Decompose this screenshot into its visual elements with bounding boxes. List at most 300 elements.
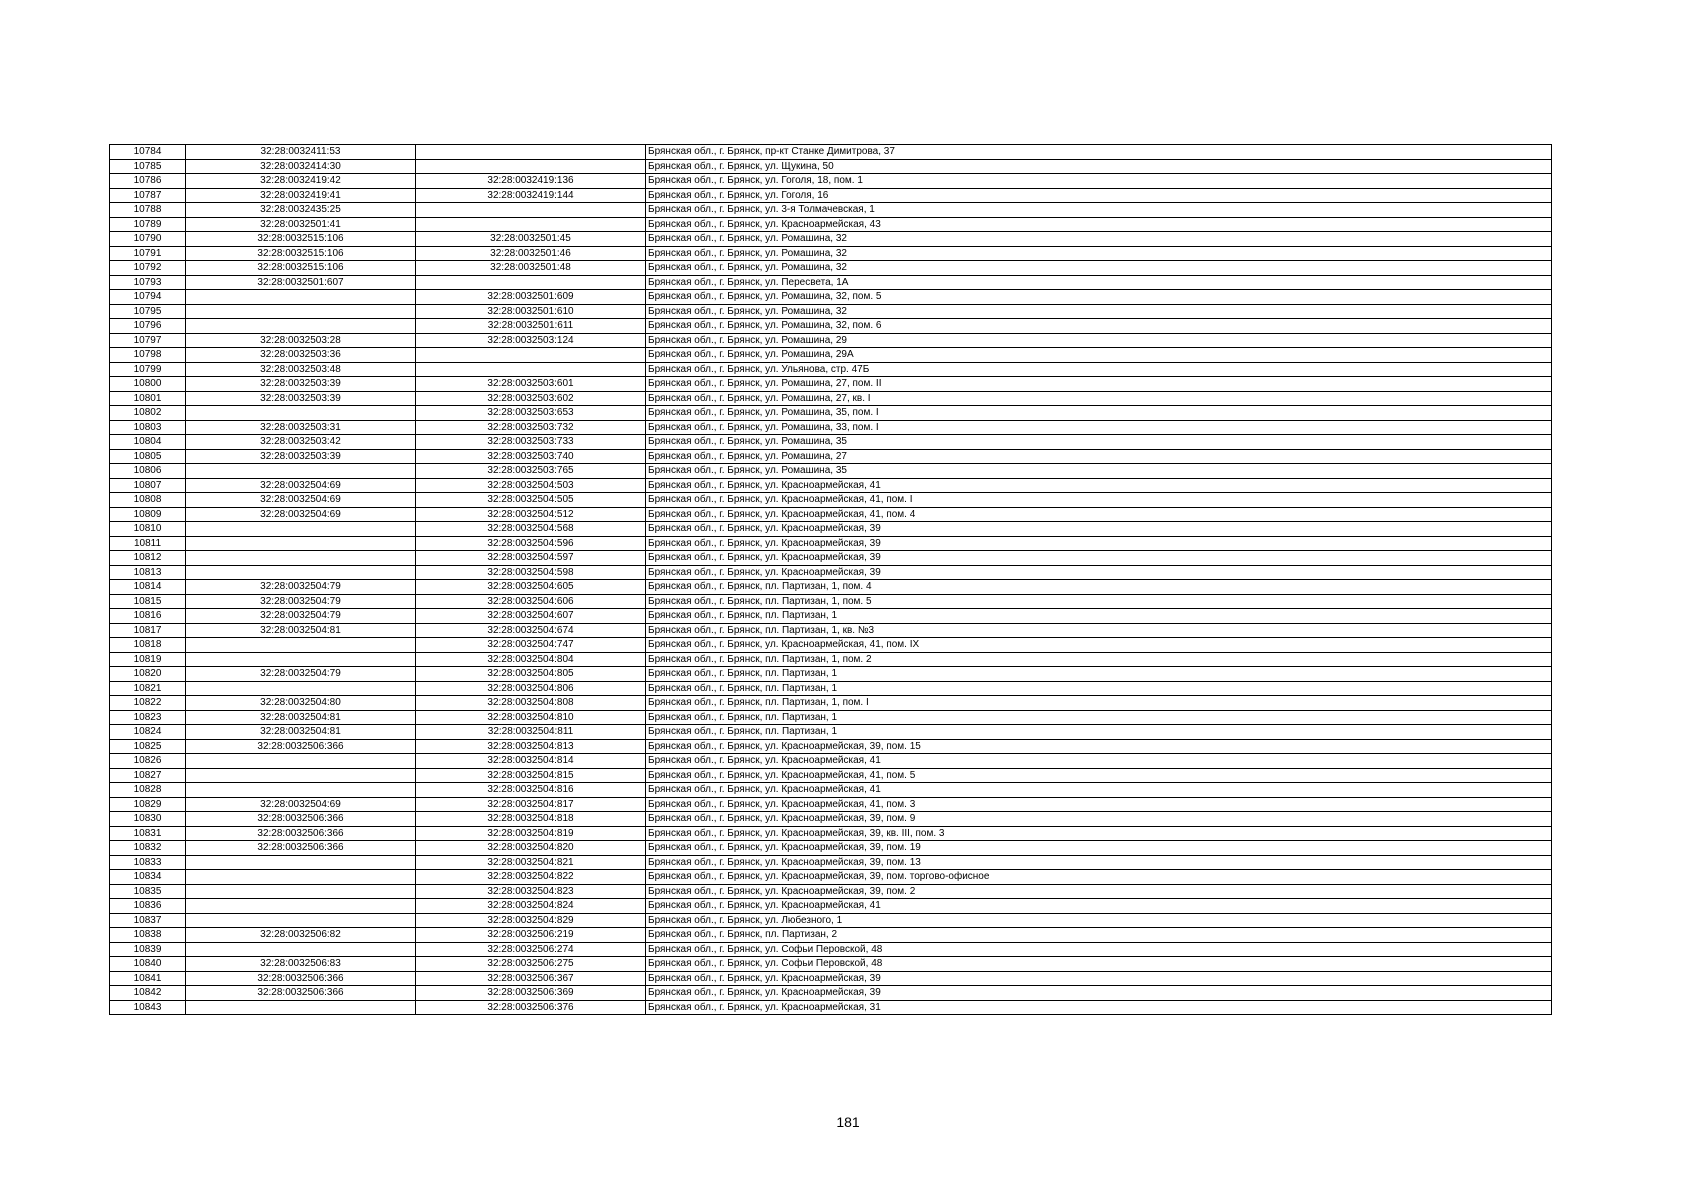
address-cell: Брянская обл., г. Брянск, пл. Партизан, 1 [646,710,1552,725]
building-cadastral-cell: 32:28:0032506:219 [416,928,646,943]
building-cadastral-cell: 32:28:0032503:124 [416,333,646,348]
record-number-cell: 10815 [110,594,186,609]
table-row [110,333,1552,348]
record-number-cell: 10802 [110,406,186,421]
table-row [110,290,1552,305]
record-number-cell: 10827 [110,768,186,783]
land-cadastral-cell: 32:28:0032414:30 [186,159,416,174]
record-number-cell: 10836 [110,899,186,914]
building-cadastral-cell: 32:28:0032504:810 [416,710,646,725]
building-cadastral-cell [416,159,646,174]
building-cadastral-cell: 32:28:0032506:367 [416,971,646,986]
table-row [110,507,1552,522]
address-cell: Брянская обл., г. Брянск, ул. Ромашина, 27, кв. I [646,391,1552,406]
address-cell: Брянская обл., г. Брянск, ул. Ромашина, 33, пом. I [646,420,1552,435]
building-cadastral-cell: 32:28:0032501:609 [416,290,646,305]
address-cell: Брянская обл., г. Брянск, ул. Ромашина, 29 [646,333,1552,348]
address-cell: Брянская обл., г. Брянск, ул. Ромашина, 32, пом. 6 [646,319,1552,334]
record-number-cell: 10833 [110,855,186,870]
building-cadastral-cell: 32:28:0032504:815 [416,768,646,783]
land-cadastral-cell: 32:28:0032419:41 [186,188,416,203]
land-cadastral-cell: 32:28:0032515:106 [186,261,416,276]
building-cadastral-cell: 32:28:0032506:369 [416,986,646,1001]
land-cadastral-cell: 32:28:0032506:83 [186,957,416,972]
building-cadastral-cell: 32:28:0032504:818 [416,812,646,827]
land-cadastral-cell: 32:28:0032504:81 [186,623,416,638]
record-number-cell: 10838 [110,928,186,943]
record-number-cell: 10814 [110,580,186,595]
land-cadastral-cell: 32:28:0032504:80 [186,696,416,711]
table-row [110,899,1552,914]
address-cell: Брянская обл., г. Брянск, ул. Ромашина, 35 [646,464,1552,479]
address-cell: Брянская обл., г. Брянск, пл. Партизан, 1, пом. 5 [646,594,1552,609]
table-row [110,319,1552,334]
address-cell: Брянская обл., г. Брянск, ул. Ромашина, 27, пом. II [646,377,1552,392]
address-cell: Брянская обл., г. Брянск, ул. Ромашина, 32, пом. 5 [646,290,1552,305]
building-cadastral-cell: 32:28:0032504:596 [416,536,646,551]
address-cell: Брянская обл., г. Брянск, ул. Красноармейская, 31 [646,1000,1552,1015]
building-cadastral-cell: 32:28:0032504:816 [416,783,646,798]
address-cell: Брянская обл., г. Брянск, ул. Ромашина, 32 [646,261,1552,276]
building-cadastral-cell [416,203,646,218]
address-cell: Брянская обл., г. Брянск, ул. Ромашина, 32 [646,232,1552,247]
table-row [110,884,1552,899]
address-cell: Брянская обл., г. Брянск, ул. Красноармейская, 39, пом. 2 [646,884,1552,899]
table-row [110,928,1552,943]
building-cadastral-cell: 32:28:0032504:505 [416,493,646,508]
building-cadastral-cell: 32:28:0032504:822 [416,870,646,885]
table-row [110,725,1552,740]
table-row [110,783,1552,798]
address-cell: Брянская обл., г. Брянск, ул. Ромашина, 35 [646,435,1552,450]
address-cell: Брянская обл., г. Брянск, ул. Красноармейская, 41, пом. I [646,493,1552,508]
land-cadastral-cell: 32:28:0032506:366 [186,812,416,827]
record-number-cell: 10809 [110,507,186,522]
building-cadastral-cell: 32:28:0032501:611 [416,319,646,334]
address-cell: Брянская обл., г. Брянск, пл. Партизан, 1, пом. I [646,696,1552,711]
address-cell: Брянская обл., г. Брянск, ул. Красноармейская, 41 [646,783,1552,798]
table-row [110,696,1552,711]
table-row [110,145,1552,160]
address-cell: Брянская обл., г. Брянск, ул. Красноармейская, 39, пом. 13 [646,855,1552,870]
building-cadastral-cell: 32:28:0032506:376 [416,1000,646,1015]
record-number-cell: 10830 [110,812,186,827]
building-cadastral-cell: 32:28:0032504:607 [416,609,646,624]
address-cell: Брянская обл., г. Брянск, ул. Красноармейская, 39 [646,971,1552,986]
record-number-cell: 10792 [110,261,186,276]
building-cadastral-cell: 32:28:0032503:602 [416,391,646,406]
land-cadastral-cell [186,681,416,696]
building-cadastral-cell: 32:28:0032501:46 [416,246,646,261]
address-cell: Брянская обл., г. Брянск, ул. Красноармейская, 39, пом. 19 [646,841,1552,856]
record-number-cell: 10804 [110,435,186,450]
building-cadastral-cell: 32:28:0032504:817 [416,797,646,812]
building-cadastral-cell: 32:28:0032504:829 [416,913,646,928]
record-number-cell: 10808 [110,493,186,508]
land-cadastral-cell [186,464,416,479]
table-row [110,652,1552,667]
address-cell: Брянская обл., г. Брянск, ул. Ромашина, 29А [646,348,1552,363]
record-number-cell: 10820 [110,667,186,682]
building-cadastral-cell: 32:28:0032504:605 [416,580,646,595]
land-cadastral-cell [186,942,416,957]
address-cell: Брянская обл., г. Брянск, ул. Софьи Перовской, 48 [646,942,1552,957]
land-cadastral-cell: 32:28:0032504:69 [186,493,416,508]
land-cadastral-cell: 32:28:0032506:366 [186,739,416,754]
table-row [110,623,1552,638]
land-cadastral-cell: 32:28:0032503:39 [186,377,416,392]
table-row [110,870,1552,885]
table-row [110,797,1552,812]
record-number-cell: 10795 [110,304,186,319]
record-number-cell: 10797 [110,333,186,348]
record-number-cell: 10828 [110,783,186,798]
land-cadastral-cell: 32:28:0032503:39 [186,391,416,406]
address-cell: Брянская обл., г. Брянск, ул. Софьи Перовской, 48 [646,957,1552,972]
address-cell: Брянская обл., г. Брянск, ул. Красноармейская, 41, пом. 5 [646,768,1552,783]
land-cadastral-cell: 32:28:0032501:607 [186,275,416,290]
record-number-cell: 10837 [110,913,186,928]
address-cell: Брянская обл., г. Брянск, ул. Красноармейская, 41 [646,899,1552,914]
building-cadastral-cell: 32:28:0032504:747 [416,638,646,653]
table-row [110,754,1552,769]
land-cadastral-cell: 32:28:0032506:366 [186,841,416,856]
building-cadastral-cell: 32:28:0032504:598 [416,565,646,580]
land-cadastral-cell [186,565,416,580]
address-cell: Брянская обл., г. Брянск, пл. Партизан, 1, кв. №3 [646,623,1552,638]
record-number-cell: 10811 [110,536,186,551]
record-number-cell: 10793 [110,275,186,290]
record-number-cell: 10829 [110,797,186,812]
record-number-cell: 10790 [110,232,186,247]
record-number-cell: 10818 [110,638,186,653]
land-cadastral-cell [186,783,416,798]
address-cell: Брянская обл., г. Брянск, ул. Красноармейская, 39 [646,551,1552,566]
building-cadastral-cell: 32:28:0032504:814 [416,754,646,769]
address-cell: Брянская обл., г. Брянск, ул. Ромашина, 35, пом. I [646,406,1552,421]
address-cell: Брянская обл., г. Брянск, ул. Красноармейская, 41 [646,754,1552,769]
building-cadastral-cell: 32:28:0032419:144 [416,188,646,203]
building-cadastral-cell: 32:28:0032501:48 [416,261,646,276]
table-row [110,275,1552,290]
building-cadastral-cell: 32:28:0032503:733 [416,435,646,450]
land-cadastral-cell [186,319,416,334]
building-cadastral-cell: 32:28:0032504:813 [416,739,646,754]
record-number-cell: 10786 [110,174,186,189]
records-table-body [110,145,1552,1015]
table-row [110,522,1552,537]
address-cell: Брянская обл., г. Брянск, ул. Красноармейская, 39, пом. торгово-офисное [646,870,1552,885]
table-row [110,159,1552,174]
building-cadastral-cell: 32:28:0032506:274 [416,942,646,957]
building-cadastral-cell [416,275,646,290]
table-row [110,246,1552,261]
land-cadastral-cell [186,899,416,914]
land-cadastral-cell: 32:28:0032504:79 [186,580,416,595]
table-row [110,420,1552,435]
table-row [110,478,1552,493]
land-cadastral-cell: 32:28:0032506:366 [186,971,416,986]
record-number-cell: 10805 [110,449,186,464]
address-cell: Брянская обл., г. Брянск, ул. Красноармейская, 41, пом. IX [646,638,1552,653]
page-number: 181 [836,1114,860,1130]
table-row [110,464,1552,479]
building-cadastral-cell: 32:28:0032504:503 [416,478,646,493]
record-number-cell: 10840 [110,957,186,972]
record-number-cell: 10819 [110,652,186,667]
record-number-cell: 10823 [110,710,186,725]
record-number-cell: 10801 [110,391,186,406]
table-row [110,594,1552,609]
land-cadastral-cell [186,290,416,305]
building-cadastral-cell: 32:28:0032504:824 [416,899,646,914]
table-row [110,638,1552,653]
table-row [110,841,1552,856]
building-cadastral-cell: 32:28:0032504:805 [416,667,646,682]
record-number-cell: 10799 [110,362,186,377]
record-number-cell: 10810 [110,522,186,537]
land-cadastral-cell [186,652,416,667]
record-number-cell: 10842 [110,986,186,1001]
building-cadastral-cell: 32:28:0032504:597 [416,551,646,566]
table-row [110,362,1552,377]
table-row [110,377,1552,392]
record-number-cell: 10812 [110,551,186,566]
land-cadastral-cell [186,913,416,928]
address-cell: Брянская обл., г. Брянск, ул. Красноармейская, 39, кв. III, пом. 3 [646,826,1552,841]
land-cadastral-cell [186,638,416,653]
land-cadastral-cell [186,1000,416,1015]
building-cadastral-cell [416,217,646,232]
land-cadastral-cell: 32:28:0032504:69 [186,797,416,812]
record-number-cell: 10835 [110,884,186,899]
record-number-cell: 10826 [110,754,186,769]
land-cadastral-cell [186,304,416,319]
address-cell: Брянская обл., г. Брянск, ул. Красноармейская, 41, пом. 4 [646,507,1552,522]
address-cell: Брянская обл., г. Брянск, ул. Ромашина, 32 [646,304,1552,319]
records-table [109,144,1552,1015]
record-number-cell: 10794 [110,290,186,305]
address-cell: Брянская обл., г. Брянск, ул. Ромашина, 27 [646,449,1552,464]
table-row [110,551,1552,566]
address-cell: Брянская обл., г. Брянск, пл. Партизан, 1 [646,609,1552,624]
land-cadastral-cell: 32:28:0032506:366 [186,826,416,841]
record-number-cell: 10843 [110,1000,186,1015]
record-number-cell: 10813 [110,565,186,580]
land-cadastral-cell: 32:28:0032515:106 [186,232,416,247]
record-number-cell: 10803 [110,420,186,435]
building-cadastral-cell: 32:28:0032501:610 [416,304,646,319]
building-cadastral-cell: 32:28:0032504:821 [416,855,646,870]
address-cell: Брянская обл., г. Брянск, ул. Красноармейская, 39, пом. 15 [646,739,1552,754]
address-cell: Брянская обл., г. Брянск, ул. Щукина, 50 [646,159,1552,174]
table-row [110,174,1552,189]
building-cadastral-cell: 32:28:0032504:819 [416,826,646,841]
address-cell: Брянская обл., г. Брянск, ул. Красноармейская, 41, пом. 3 [646,797,1552,812]
land-cadastral-cell [186,884,416,899]
table-row [110,580,1552,595]
address-cell: Брянская обл., г. Брянск, ул. Ромашина, 32 [646,246,1552,261]
record-number-cell: 10785 [110,159,186,174]
address-cell: Брянская обл., г. Брянск, ул. Красноармейская, 39 [646,536,1552,551]
building-cadastral-cell: 32:28:0032504:568 [416,522,646,537]
table-row [110,971,1552,986]
land-cadastral-cell: 32:28:0032504:79 [186,609,416,624]
land-cadastral-cell: 32:28:0032506:82 [186,928,416,943]
table-row [110,942,1552,957]
address-cell: Брянская обл., г. Брянск, ул. Красноармейская, 39, пом. 9 [646,812,1552,827]
address-cell: Брянская обл., г. Брянск, пл. Партизан, 1, пом. 2 [646,652,1552,667]
land-cadastral-cell [186,536,416,551]
record-number-cell: 10800 [110,377,186,392]
table-row [110,536,1552,551]
table-row [110,681,1552,696]
land-cadastral-cell: 32:28:0032515:106 [186,246,416,261]
land-cadastral-cell: 32:28:0032504:69 [186,507,416,522]
table-row [110,493,1552,508]
record-number-cell: 10821 [110,681,186,696]
address-cell: Брянская обл., г. Брянск, ул. Пересвета, 1А [646,275,1552,290]
building-cadastral-cell: 32:28:0032504:806 [416,681,646,696]
land-cadastral-cell: 32:28:0032501:41 [186,217,416,232]
table-row [110,609,1552,624]
table-row [110,449,1552,464]
land-cadastral-cell [186,754,416,769]
table-row [110,391,1552,406]
table-row [110,217,1552,232]
table-row [110,739,1552,754]
building-cadastral-cell [416,145,646,160]
address-cell: Брянская обл., г. Брянск, пл. Партизан, 2 [646,928,1552,943]
table-row [110,768,1552,783]
land-cadastral-cell [186,406,416,421]
address-cell: Брянская обл., г. Брянск, пл. Партизан, 1 [646,725,1552,740]
table-row [110,986,1552,1001]
land-cadastral-cell: 32:28:0032503:48 [186,362,416,377]
table-row [110,826,1552,841]
building-cadastral-cell: 32:28:0032504:811 [416,725,646,740]
table-row [110,304,1552,319]
building-cadastral-cell: 32:28:0032503:653 [416,406,646,421]
land-cadastral-cell: 32:28:0032504:79 [186,667,416,682]
building-cadastral-cell: 32:28:0032419:136 [416,174,646,189]
address-cell: Брянская обл., г. Брянск, ул. Красноармейская, 41 [646,478,1552,493]
address-cell: Брянская обл., г. Брянск, ул. Гоголя, 16 [646,188,1552,203]
record-number-cell: 10822 [110,696,186,711]
record-number-cell: 10787 [110,188,186,203]
record-number-cell: 10789 [110,217,186,232]
address-cell: Брянская обл., г. Брянск, пл. Партизан, 1 [646,681,1552,696]
building-cadastral-cell: 32:28:0032504:820 [416,841,646,856]
building-cadastral-cell [416,362,646,377]
building-cadastral-cell: 32:28:0032503:732 [416,420,646,435]
building-cadastral-cell: 32:28:0032501:45 [416,232,646,247]
address-cell: Брянская обл., г. Брянск, ул. Красноармейская, 39 [646,522,1552,537]
record-number-cell: 10817 [110,623,186,638]
land-cadastral-cell: 32:28:0032503:36 [186,348,416,363]
building-cadastral-cell: 32:28:0032504:606 [416,594,646,609]
record-number-cell: 10824 [110,725,186,740]
record-number-cell: 10839 [110,942,186,957]
land-cadastral-cell [186,551,416,566]
table-row [110,348,1552,363]
address-cell: Брянская обл., г. Брянск, ул. Любезного, 1 [646,913,1552,928]
address-cell: Брянская обл., г. Брянск, пр-кт Станке Димитрова, 37 [646,145,1552,160]
land-cadastral-cell [186,855,416,870]
table-row [110,565,1552,580]
table-row [110,232,1552,247]
building-cadastral-cell: 32:28:0032504:808 [416,696,646,711]
table-row [110,261,1552,276]
table-row [110,913,1552,928]
address-cell: Брянская обл., г. Брянск, ул. Красноармейская, 43 [646,217,1552,232]
land-cadastral-cell: 32:28:0032504:81 [186,710,416,725]
address-cell: Брянская обл., г. Брянск, ул. Красноармейская, 39 [646,986,1552,1001]
land-cadastral-cell: 32:28:0032503:42 [186,435,416,450]
building-cadastral-cell: 32:28:0032504:804 [416,652,646,667]
table-row [110,188,1552,203]
table-row [110,855,1552,870]
record-number-cell: 10825 [110,739,186,754]
record-number-cell: 10807 [110,478,186,493]
table-row [110,710,1552,725]
building-cadastral-cell: 32:28:0032503:765 [416,464,646,479]
table-row [110,203,1552,218]
building-cadastral-cell: 32:28:0032506:275 [416,957,646,972]
table-row [110,812,1552,827]
record-number-cell: 10791 [110,246,186,261]
table-row [110,667,1552,682]
land-cadastral-cell: 32:28:0032411:53 [186,145,416,160]
address-cell: Брянская обл., г. Брянск, ул. Ульянова, стр. 47Б [646,362,1552,377]
address-cell: Брянская обл., г. Брянск, ул. Красноармейская, 39 [646,565,1552,580]
land-cadastral-cell [186,522,416,537]
building-cadastral-cell [416,348,646,363]
address-cell: Брянская обл., г. Брянск, пл. Партизан, 1 [646,667,1552,682]
land-cadastral-cell: 32:28:0032504:69 [186,478,416,493]
building-cadastral-cell: 32:28:0032503:740 [416,449,646,464]
record-number-cell: 10816 [110,609,186,624]
land-cadastral-cell [186,870,416,885]
record-number-cell: 10788 [110,203,186,218]
building-cadastral-cell: 32:28:0032504:512 [416,507,646,522]
record-number-cell: 10832 [110,841,186,856]
address-cell: Брянская обл., г. Брянск, ул. 3-я Толмачевская, 1 [646,203,1552,218]
table-row [110,957,1552,972]
land-cadastral-cell: 32:28:0032504:79 [186,594,416,609]
record-number-cell: 10796 [110,319,186,334]
record-number-cell: 10841 [110,971,186,986]
land-cadastral-cell: 32:28:0032506:366 [186,986,416,1001]
land-cadastral-cell: 32:28:0032435:25 [186,203,416,218]
building-cadastral-cell: 32:28:0032503:601 [416,377,646,392]
land-cadastral-cell: 32:28:0032419:42 [186,174,416,189]
table-row [110,435,1552,450]
building-cadastral-cell: 32:28:0032504:823 [416,884,646,899]
record-number-cell: 10784 [110,145,186,160]
table-row [110,1000,1552,1015]
address-cell: Брянская обл., г. Брянск, пл. Партизан, 1, пом. 4 [646,580,1552,595]
record-number-cell: 10798 [110,348,186,363]
table-row [110,406,1552,421]
land-cadastral-cell: 32:28:0032504:81 [186,725,416,740]
land-cadastral-cell: 32:28:0032503:39 [186,449,416,464]
land-cadastral-cell: 32:28:0032503:31 [186,420,416,435]
record-number-cell: 10834 [110,870,186,885]
land-cadastral-cell [186,768,416,783]
address-cell: Брянская обл., г. Брянск, ул. Гоголя, 18, пом. 1 [646,174,1552,189]
record-number-cell: 10806 [110,464,186,479]
